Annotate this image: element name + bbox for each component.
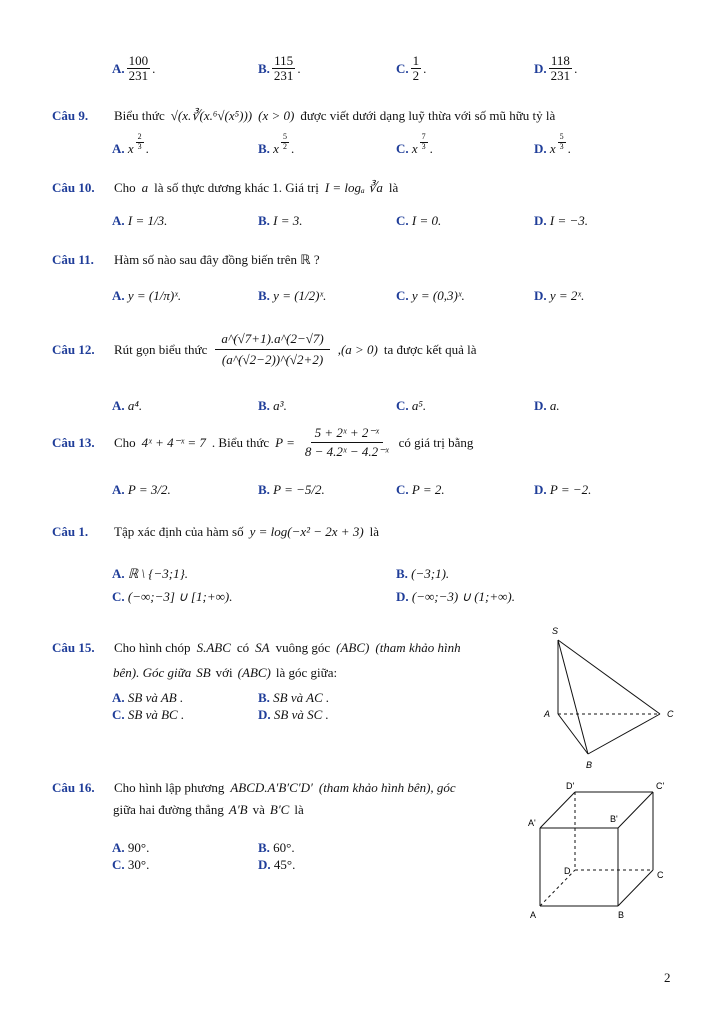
q9-option-c: C. x $\frac{7}{3}$ . — [396, 132, 433, 157]
expression: $\frac{a\^{}(√7+1).a\^{}(2-√7)}{(a\^{}(√2-2))\^{}(√2+2)}$ — [215, 332, 329, 368]
q8-option-c: C. $\frac{1}{2}$ . — [396, 53, 427, 84]
vertex-label-c-prime: C' — [656, 781, 665, 791]
vertex-label-b: B — [586, 760, 593, 770]
q13-option-d: D. P = −2. — [534, 482, 592, 497]
expression: √(x.∛(x.⁶√(x⁵))) — [170, 108, 253, 123]
vertex-label-b: B — [618, 910, 625, 920]
q13-option-c: C. P = 2. — [396, 482, 445, 497]
q11-option-c: C. y = (0,3)ˣ. — [396, 288, 465, 303]
q15-option-a: A. SB và AB . — [112, 690, 184, 705]
cube-figure — [520, 776, 695, 926]
question-label: Câu 10. — [52, 180, 95, 195]
q15-stem-line2: bên). Góc giữa SB với (ABC) là góc giữa: — [113, 665, 338, 680]
q16-option-d: D. 45°. — [258, 857, 296, 872]
q14-option-d: D. (−∞;−3) ∪ (1;+∞). — [396, 589, 515, 604]
vertex-label-d-prime: D' — [566, 781, 575, 791]
question-label: Câu 13. — [52, 434, 95, 450]
q10-option-b: B. I = 3. — [258, 213, 303, 228]
q16-option-c: C. 30°. — [112, 857, 150, 872]
question-label: Câu 11. — [52, 252, 94, 267]
q12-option-a: A. a⁴. — [112, 398, 143, 413]
q12-option-c: C. a⁵. — [396, 398, 427, 413]
q9-option-d: D. x $\frac{5}{3}$ . — [534, 132, 571, 157]
q15-option-b: B. SB và AC . — [258, 690, 330, 705]
vertex-label-a: A — [544, 709, 551, 719]
q16-stem-line2: giữa hai đường thẳng A′B và B′C là — [113, 802, 304, 817]
q10-option-c: C. I = 0. — [396, 213, 442, 228]
q8-option-b: B. $\frac{115}{231}$ . — [258, 53, 301, 84]
option-label: A. — [112, 60, 125, 76]
question-label: Câu 15. — [52, 640, 95, 655]
edge-bc — [618, 870, 653, 906]
q15-stem-line1: Câu 15. Cho hình chóp S.ABC có SA vuông góc (ABC) (tham khảo hình — [52, 640, 461, 655]
q11-stem: Câu 11. Hàm số nào sau đây đồng biến trên ℝ ? — [52, 252, 320, 267]
edge-sb — [558, 640, 588, 754]
q10-option-a: A. I = 1/3. — [112, 213, 168, 228]
q16-stem-line1: Câu 16. Cho hình lập phương ABCD.A′B′C′D′ (tham khảo hình bên), góc — [52, 780, 456, 795]
edge-ab — [558, 714, 588, 754]
question-label: Câu 12. — [52, 341, 95, 357]
q9-option-b: B. x $\frac{5}{2}$ . — [258, 132, 295, 157]
q11-option-a: A. y = (1/π)ˣ. — [112, 288, 182, 303]
pyramid-figure — [530, 622, 690, 772]
q9-option-a: A. x $\frac{2}{3}$ . — [112, 132, 149, 157]
q8-option-a: A. $\frac{100}{231}$ . — [112, 53, 156, 84]
q16-option-a: A. 90°. — [112, 840, 150, 855]
option-label: B. — [258, 60, 270, 76]
fraction: $\frac{115}{231}$ — [273, 53, 294, 84]
vertex-label-b-prime: B' — [610, 814, 618, 824]
q13-option-a: A. P = 3/2. — [112, 482, 171, 497]
fraction: $\frac{1}{2}$ — [412, 53, 420, 84]
q11-option-b: B. y = (1/2)ˣ. — [258, 288, 327, 303]
option-label: C. — [396, 60, 409, 76]
edge-b1c1 — [618, 792, 653, 828]
fraction: $\frac{100}{231}$ — [128, 53, 149, 84]
q16-option-b: B. 60°. — [258, 840, 295, 855]
vertex-label-c: C — [657, 870, 664, 880]
q11-option-d: D. y = 2ˣ. — [534, 288, 585, 303]
vertex-label-s: S — [552, 626, 559, 636]
edge-bc — [588, 714, 660, 754]
vertex-label-a-prime: A' — [528, 818, 536, 828]
q10-stem: Câu 10. Cho a là số thực dương khác 1. Giá trị I = logₐ ∛a là — [52, 180, 399, 195]
q14-stem: Câu 1. Tập xác định của hàm số y = log(−x² − 2x + 3) là — [52, 524, 380, 539]
option-label: D. — [534, 60, 547, 76]
q12-option-b: B. a³. — [258, 398, 287, 413]
q13-option-b: B. P = −5/2. — [258, 482, 325, 497]
q14-option-a: A. ℝ \ {−3;1}. — [112, 566, 189, 581]
edge-sc — [558, 640, 660, 714]
page-number: 2 — [664, 970, 671, 985]
expression: y = log(−x² − 2x + 3) — [249, 524, 364, 539]
q12-option-d: D. a. — [534, 398, 560, 413]
vertex-label-d: D — [564, 866, 571, 876]
question-label: Câu 1. — [52, 524, 89, 539]
q15-option-d: D. SB và SC . — [258, 707, 329, 722]
q14-option-b: B. (−3;1). — [396, 566, 450, 581]
question-label: Câu 16. — [52, 780, 95, 795]
edge-a1d1 — [540, 792, 575, 828]
q15-option-c: C. SB và BC . — [112, 707, 185, 722]
q10-option-d: D. I = −3. — [534, 213, 589, 228]
question-label: Câu 9. — [52, 108, 89, 123]
q13-stem: Câu 13. Cho 4ˣ + 4⁻ˣ = 7 . Biểu thức P = $\frac{\text{5 + 2ˣ + 2⁻ˣ}}{\text{8 − 4.2ˣ − 4.2⁻ˣ}}$ có giá trị bằng — [52, 425, 474, 460]
q8-option-d: D. $\frac{118}{231}$ . — [534, 53, 578, 84]
vertex-label-a: A — [530, 910, 537, 920]
vertex-label-c: C — [667, 709, 674, 719]
q9-stem: Câu 9. Biểu thức √(x.∛(x.⁶√(x⁵))) (x > 0) được viết dưới dạng luỹ thừa với số mũ hữu tỷ là — [52, 108, 556, 123]
expression: I = logₐ ∛a — [324, 180, 383, 195]
fraction: $\frac{118}{231}$ — [550, 53, 571, 84]
q14-option-c: C. (−∞;−3] ∪ [1;+∞). — [112, 589, 233, 604]
expression: $\frac{\text{5 + 2ˣ + 2⁻ˣ}}{\text{8 − 4.2ˣ − 4.2⁻ˣ}}$ — [304, 425, 389, 460]
q12-stem: Câu 12. Rút gọn biểu thức $\frac{a\^{}(√7+1).a\^{}(2-√7)}{(a\^{}(√2-2))\^{}(√2+2)}$ ,(a > 0) ta được kết quả là — [52, 331, 477, 368]
